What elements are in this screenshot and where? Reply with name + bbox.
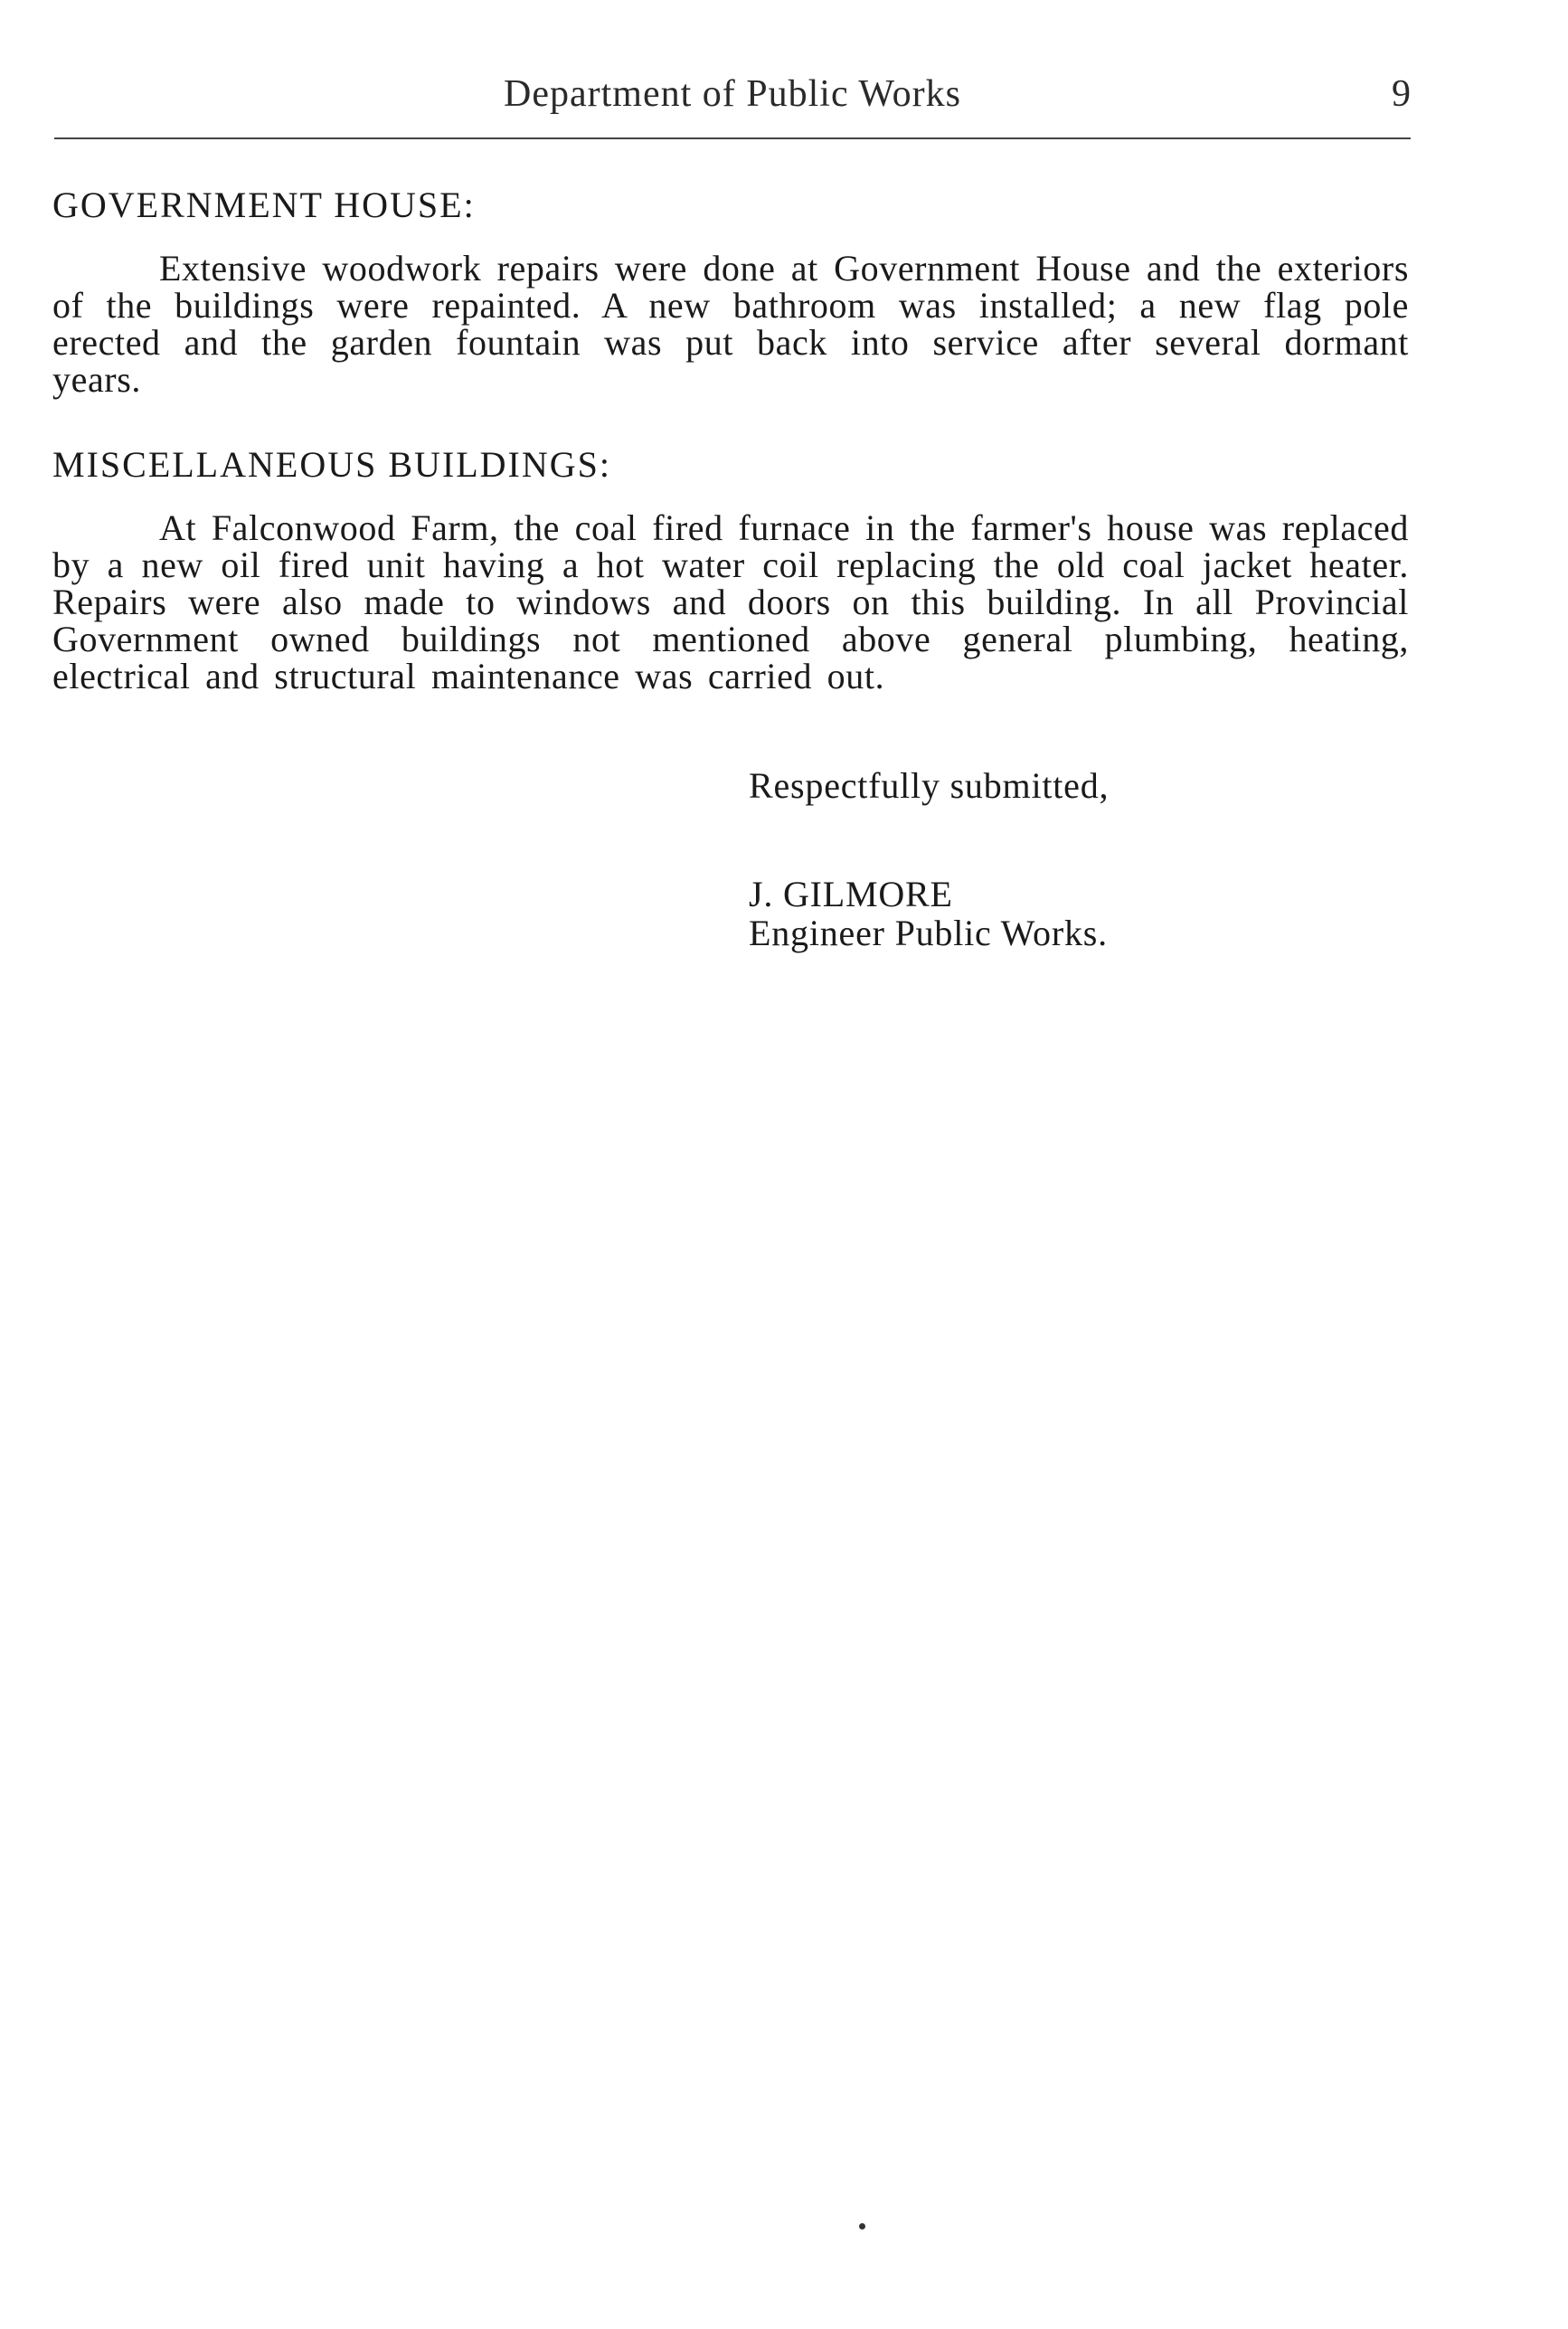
closing-salutation: Respectfully submitted, [749, 765, 1110, 806]
running-title: Department of Public Works [504, 73, 961, 115]
page-number: 9 [1392, 73, 1411, 115]
header-rule [54, 137, 1411, 139]
signature-name: J. GILMORE [749, 874, 953, 914]
section-heading-miscellaneous-buildings: MISCELLANEOUS BUILDINGS: [52, 444, 611, 485]
paragraph-government-house: Extensive woodwork repairs were done at Government House and the exteriors of the buildings were repainted. A new bathroom was installed; a new flag pole erected and the garden fountain was put back into service after several dormant years. [52, 248, 1409, 400]
running-header [54, 72, 1411, 127]
signature-title: Engineer Public Works. [749, 913, 1108, 953]
section-heading-government-house: GOVERNMENT HOUSE: [52, 185, 476, 225]
paragraph-miscellaneous-buildings: At Falconwood Farm, the coal fired furnace in the farmer's house was replaced by a new oil fired unit having a hot water coil replacing the old coal jacket heater. Repairs were also made to windows and doors on this building. In all Provincial Government owned buildings not mentioned above general plumbing, heating, electrical and structural maintenance was carried out. [52, 507, 1409, 696]
scan-speck [859, 2223, 865, 2230]
